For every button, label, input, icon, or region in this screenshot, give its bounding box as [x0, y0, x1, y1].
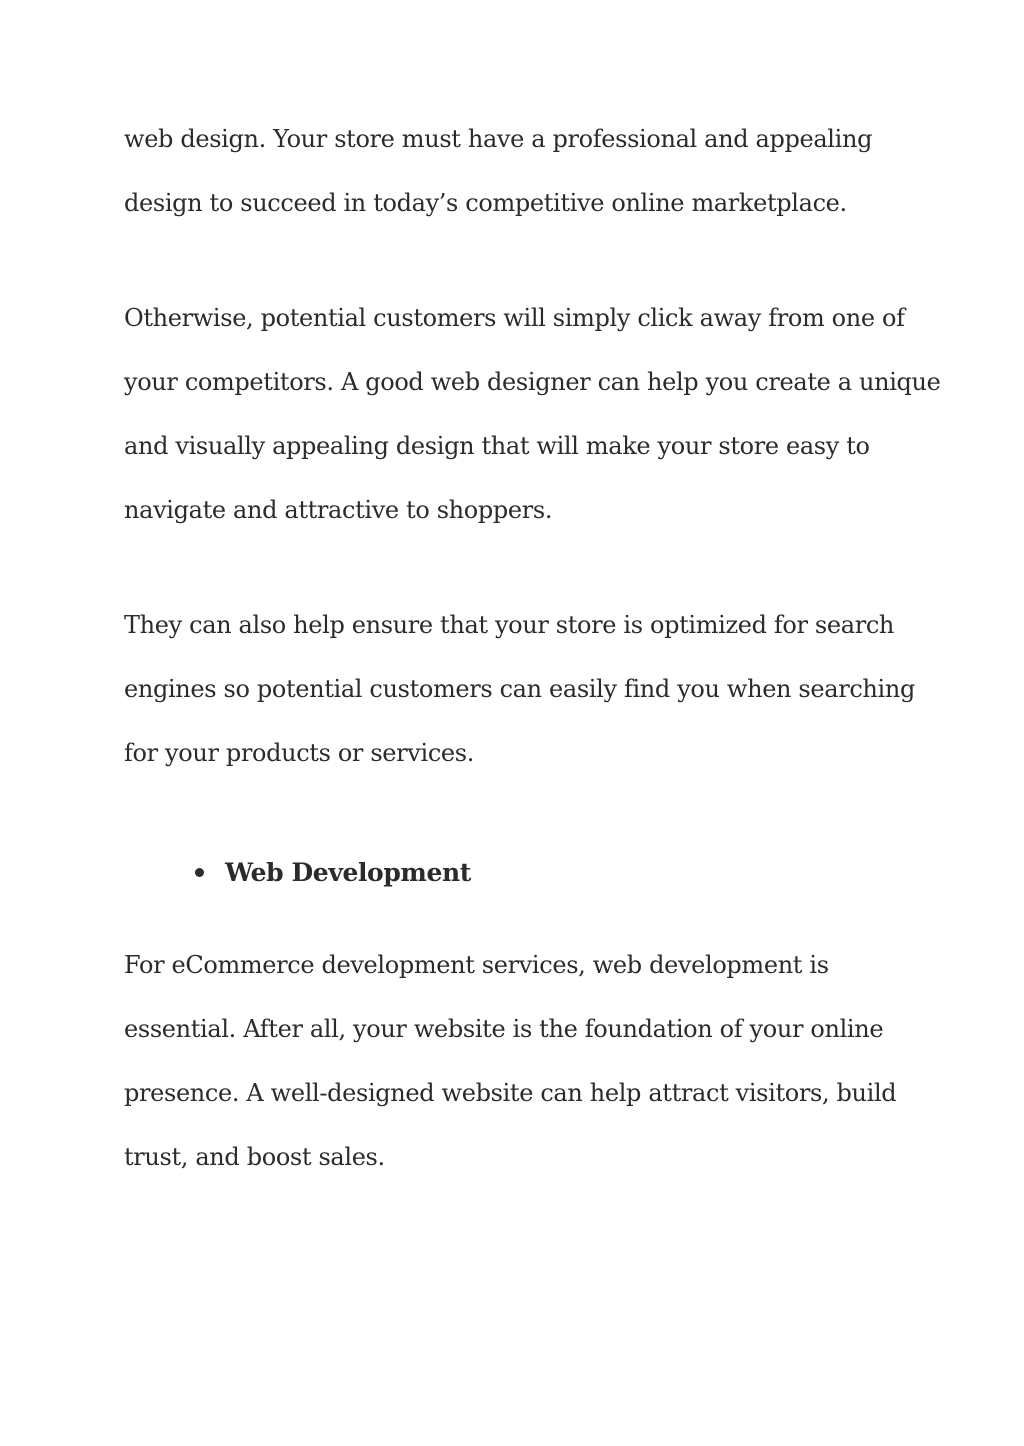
text-line: navigate and attractive to shoppers. — [124, 496, 553, 524]
text-line: web design. Your store must have a professional and appealing — [124, 125, 873, 153]
text-line: design to succeed in today’s competitive online marketplace. — [124, 189, 847, 217]
text-line: essential. After all, your website is the foundation of your online — [124, 1015, 884, 1043]
text-line: presence. A well-designed website can help attract visitors, build — [124, 1079, 897, 1107]
text-line: They can also help ensure that your store is optimized for search — [124, 611, 895, 639]
bullet-heading: Web Development — [225, 857, 471, 887]
text-line: for your products or services. — [124, 739, 475, 767]
bullet-item-web-development — [195, 851, 471, 893]
text-line: engines so potential customers can easily find you when searching — [124, 675, 915, 703]
text-line: For eCommerce development services, web development is — [124, 951, 829, 979]
paragraph-web-design-intro — [124, 107, 924, 235]
paragraph-web-development — [124, 933, 924, 1189]
text-line: Otherwise, potential customers will simply click away from one of — [124, 304, 905, 332]
text-line: your competitors. A good web designer can help you create a unique — [124, 368, 941, 396]
text-line: trust, and boost sales. — [124, 1143, 385, 1171]
paragraph-web-designer-help — [124, 286, 941, 542]
bullet-icon — [195, 868, 204, 877]
text-line: and visually appealing design that will make your store easy to — [124, 432, 870, 460]
paragraph-search-optimization — [124, 593, 924, 785]
